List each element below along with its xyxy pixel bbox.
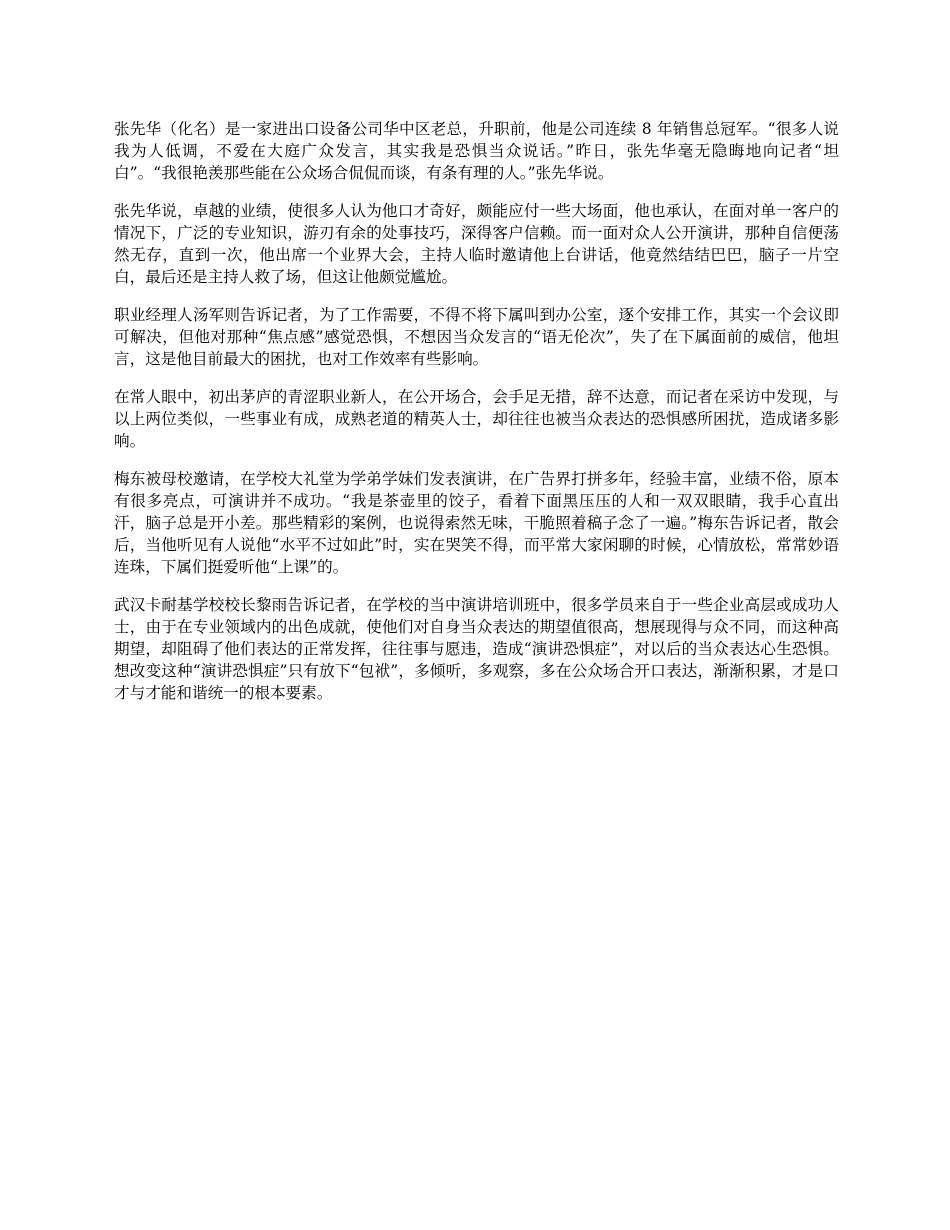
- paragraph-6: 武汉卡耐基学校校长黎雨告诉记者，在学校的当中演讲培训班中，很多学员来自于一些企业高层或成功人士，由于在专业领域内的出色成就，使他们对自身当众表达的期望值很高，想展现得与众不同，而这种高期望，却阻碍了他们表达的正常发挥，往往事与愿违，造成“演讲恐惧症”，对以后的当众表达心生恐惧。想改变这种“演讲恐惧症”只有放下“包袱”，多倾听，多观察，多在公众场合开口表达，渐渐积累，才是口才与才能和谐统一的根本要素。: [114, 596, 839, 702]
- paragraph-5: 梅东被母校邀请，在学校大礼堂为学弟学妹们发表演讲，在广告界打拼多年，经验丰富，业绩不俗，原本有很多亮点，可演讲并不成功。“我是茶壶里的饺子，看着下面黑压压的人和一双双眼睛，我手心直出汗，脑子总是开小差。那些精彩的案例，也说得索然无味，干脆照着稿子念了一遍。”梅东告诉记者，散会后，当他听见有人说他“水平不过如此”时，实在哭笑不得，而平常大家闲聊的时候，心情放松，常常妙语连珠，下属们挺爱听他“上课”的。: [114, 470, 839, 576]
- paragraph-2: 张先华说，卓越的业绩，使很多人认为他口才奇好，颇能应付一些大场面，他也承认，在面对单一客户的情况下，广泛的专业知识，游刃有余的处事技巧，深得客户信赖。而一面对众人公开演讲，那种自信便荡然无存，直到一次，他出席一个业界大会，主持人临时邀请他上台讲话，他竟然结结巴巴，脑子一片空白，最后还是主持人救了场，但这让他颇觉尴尬。: [114, 202, 839, 286]
- article-body: [114, 118, 839, 720]
- paragraph-3: 职业经理人汤军则告诉记者，为了工作需要，不得不将下属叫到办公室，逐个安排工作，其实一个会议即可解决，但他对那种“焦点感”感觉恐惧，不想因当众发言的“语无伦次”，失了在下属面前的威信，他坦言，这是他目前最大的困扰，也对工作效率有些影响。: [114, 306, 839, 368]
- paragraph-4: 在常人眼中，初出茅庐的青涩职业新人，在公开场合，会手足无措，辞不达意，而记者在采访中发现，与以上两位类似，一些事业有成，成熟老道的精英人士，却往往也被当众表达的恐惧感所困扰，造成诸多影响。: [114, 388, 839, 450]
- paragraph-1: 张先华（化名）是一家进出口设备公司华中区老总，升职前，他是公司连续 8 年销售总冠军。“很多人说我为人低调，不爱在大庭广众发言，其实我是恐惧当众说话。”昨日，张先华毫无隐晦地向记者“坦白”。“我很艳羡那些能在公众场合侃侃而谈，有条有理的人。”张先华说。: [114, 120, 839, 182]
